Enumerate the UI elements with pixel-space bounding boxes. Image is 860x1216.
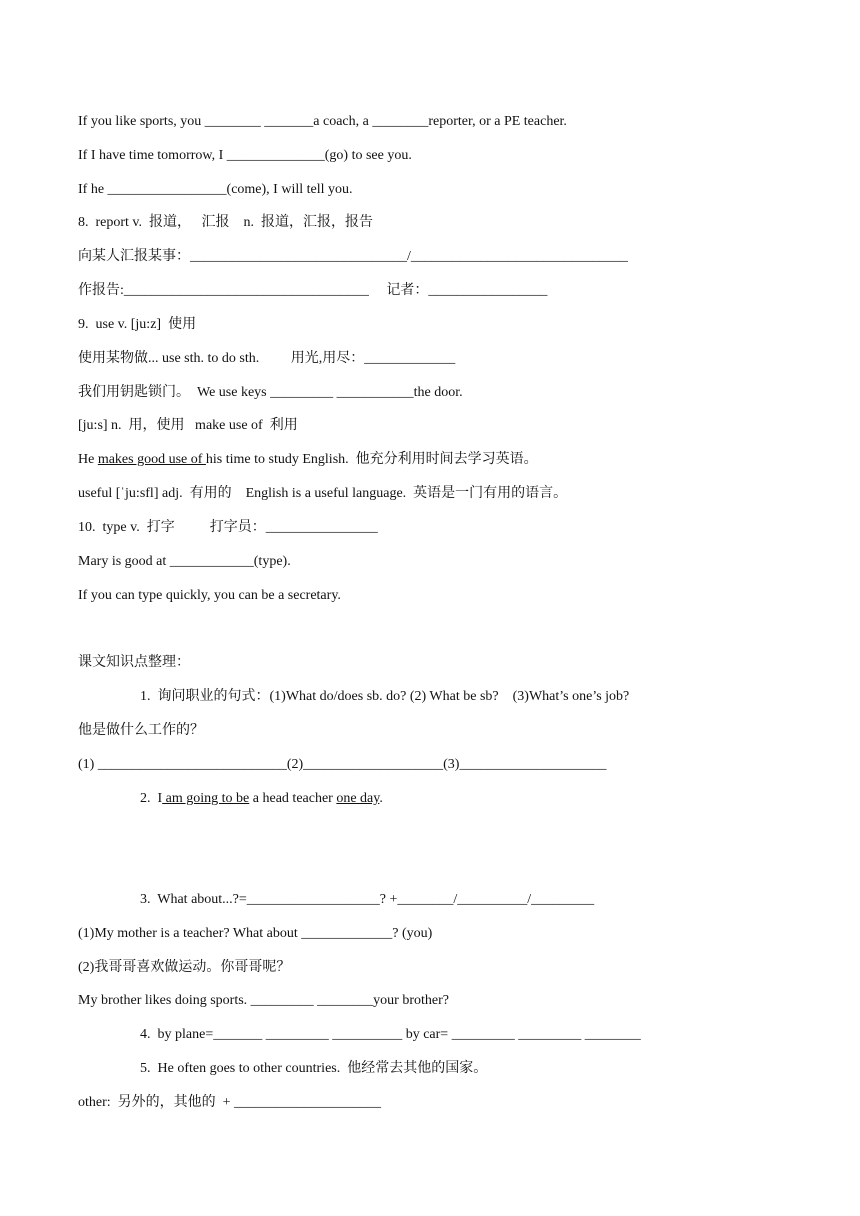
text-segment: He xyxy=(78,452,98,467)
underlined-phrase: one day xyxy=(336,791,380,806)
text-line: 我们用钥匙锁门。 We use keys _________ ___________the door. xyxy=(78,385,463,400)
text-line xyxy=(78,451,820,469)
text-line: (1)My mother is a teacher? What about _____________? (you) xyxy=(78,926,433,941)
section-heading-type: 10. type v. 打字 打字员：________________ xyxy=(78,520,378,535)
text-line: 3. What about...?=___________________? +________/__________/_________ xyxy=(140,892,595,907)
text-line: (1) ___________________________(2)____________________(3)_____________________ xyxy=(78,757,607,772)
underlined-phrase: am going to be xyxy=(162,791,250,806)
text-line: If I have time tomorrow, I ______________(go) to see you. xyxy=(78,148,412,163)
section-heading-report: 8. report v. 报道， 汇报 n. 报道，汇报，报告 xyxy=(78,215,374,230)
section-heading-use: 9. use v. [ju:z] 使用 xyxy=(78,317,197,332)
text-segment: his time to study English. 他充分利用时间去学习英语。 xyxy=(205,452,538,467)
text-line: (2)我哥哥喜欢做运动。你哥哥呢？ xyxy=(78,960,291,975)
text-line: If you like sports, you ________ _______a coach, a ________reporter, or a PE teacher. xyxy=(78,114,567,129)
text-line: other: 另外的，其他的 + _____________________ xyxy=(78,1095,382,1110)
text-line: 作报告:___________________________________ 记者：_________________ xyxy=(78,283,548,298)
text-line: 他是做什么工作的？ xyxy=(78,723,204,738)
text-line xyxy=(140,790,820,808)
text-line: 4. by plane=_______ _________ __________ by car= _________ _________ ________ xyxy=(140,1027,641,1042)
text-line: 使用某物做... use sth. to do sth. 用光,用尽：_____________ xyxy=(78,351,456,366)
text-line: Mary is good at ____________(type). xyxy=(78,554,291,569)
underlined-phrase: makes good use of xyxy=(97,452,206,467)
text-segment: . xyxy=(379,791,383,806)
text-line: If he _________________(come), I will tell you. xyxy=(78,182,353,197)
text-line: [ju:s] n. 用，使用 make use of 利用 xyxy=(78,418,298,433)
text-line: 5. He often goes to other countries. 他经常去其他的国家。 xyxy=(140,1061,488,1076)
text-line: My brother likes doing sports. _________ ________your brother? xyxy=(78,993,449,1008)
text-line: 向某人汇报某事：_______________________________/_______________________________ xyxy=(78,249,628,264)
text-line: If you can type quickly, you can be a secretary. xyxy=(78,588,341,603)
text-line: useful [ˈju:sfl] adj. 有用的 English is a useful language. 英语是一门有用的语言。 xyxy=(78,486,568,501)
section-title: 课文知识点整理： xyxy=(78,655,190,670)
text-segment: 2. I xyxy=(140,791,163,806)
text-line: 1. 询问职业的句式：(1)What do/does sb. do? (2) What be sb? (3)What’s one’s job? xyxy=(140,689,630,704)
text-segment: a head teacher xyxy=(249,791,337,806)
